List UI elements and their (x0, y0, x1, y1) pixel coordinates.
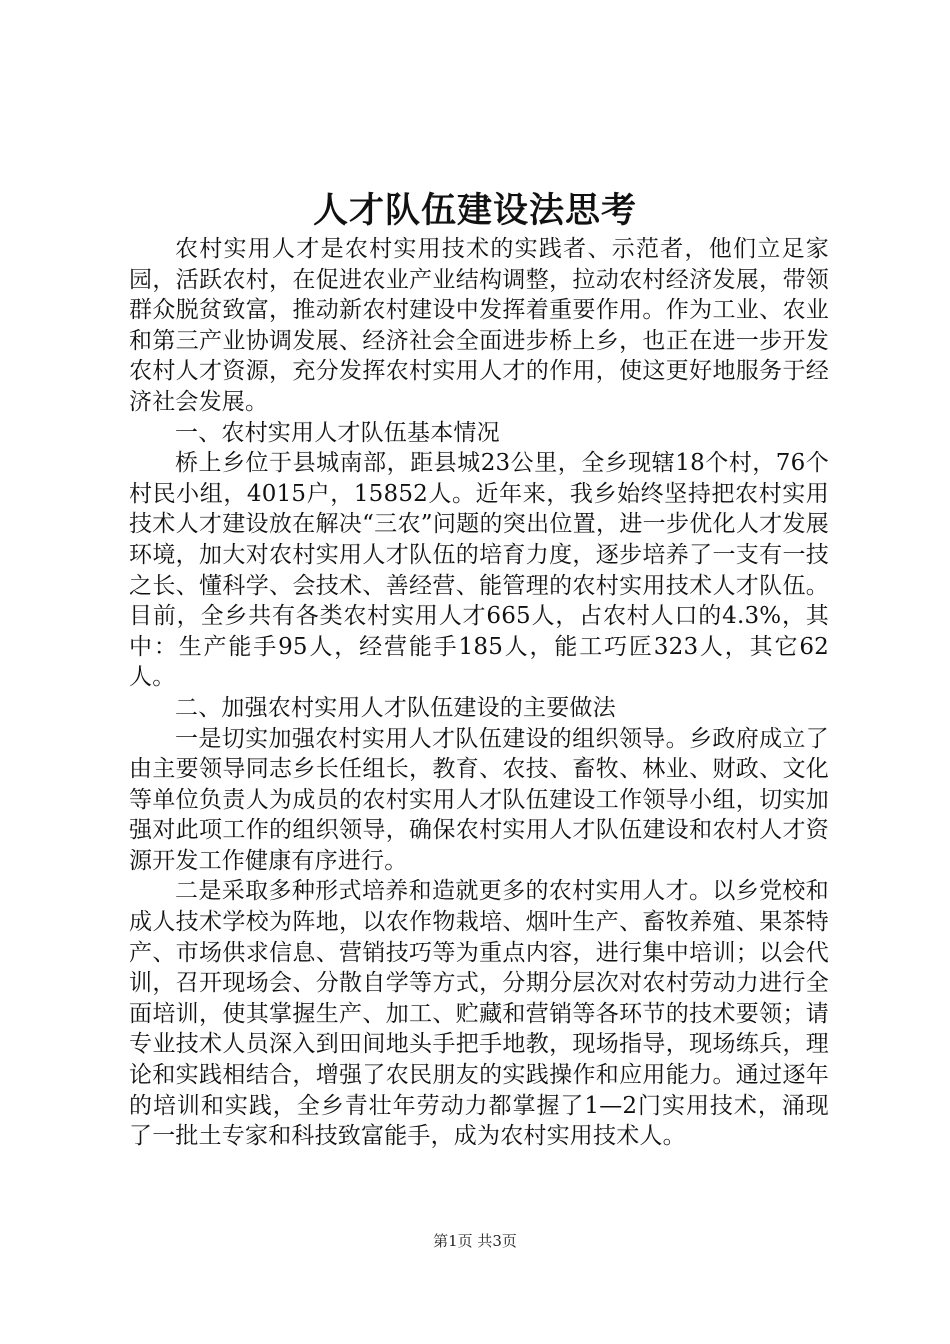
paragraph-intro: 农村实用人才是农村实用技术的实践者、示范者，他们立足家园，活跃农村，在促进农业产业结构调整，拉动农村经济发展，带领群众脱贫致富，推动新农村建设中发挥着重要作用。作为工业、农业和第三产业协调发展、经济社会全面进步桥上乡，也正在进一步开发农村人才资源，充分发挥农村实用人才的作用，使这更好地服务于经济社会发展。 (129, 236, 829, 415)
document-title: 人才队伍建设法思考 (312, 191, 637, 231)
section-heading-1: 一、农村实用人才队伍基本情况 (175, 419, 500, 446)
page-footer: 第1页 共3页 (433, 1232, 517, 1250)
document-body (129, 234, 829, 1152)
section-heading-2: 二、加强农村实用人才队伍建设的主要做法 (175, 694, 616, 721)
paragraph-basic-situation: 桥上乡位于县城南部，距县城23公里，全乡现辖18个村，76个村民小组，4015户，15852人。近年来，我乡始终坚持把农村实用技术人才建设放在解决“三农”问题的突出位置，进一步优化人才发展环境，加大对农村实用人才队伍的培育力度，逐步培养了一支有一技之长、懂科学、会技术、善经营、能管理的农村实用技术人才队伍。目前，全乡共有各类农村实用人才665人，占农村人口的4.3%，其中：生产能手95人，经营能手185人，能工巧匠323人，其它62人。 (129, 450, 829, 691)
paragraph-measure-1: 一是切实加强农村实用人才队伍建设的组织领导。乡政府成立了由主要领导同志乡长任组长，教育、农技、畜牧、林业、财政、文化等单位负责人为成员的农村实用人才队伍建设工作领导小组，切实加强对此项工作的组织领导，确保农村实用人才队伍建设和农村人才资源开发工作健康有序进行。 (129, 725, 829, 874)
paragraph-measure-2: 二是采取多种形式培养和造就更多的农村实用人才。以乡党校和成人技术学校为阵地，以农作物栽培、烟叶生产、畜牧养殖、果茶特产、市场供求信息、营销技巧等为重点内容，进行集中培训；以会代训，召开现场会、分散自学等方式，分期分层次对农村劳动力进行全面培训，使其掌握生产、加工、贮藏和营销等各环节的技术要领；请专业技术人员深入到田间地头手把手地教，现场指导，现场练兵，理论和实践相结合，增强了农民朋友的实践操作和应用能力。通过逐年的培训和实践，全乡青壮年劳动力都掌握了1—2门实用技术，涌现了一批土专家和科技致富能手，成为农村实用技术人。 (129, 878, 829, 1150)
